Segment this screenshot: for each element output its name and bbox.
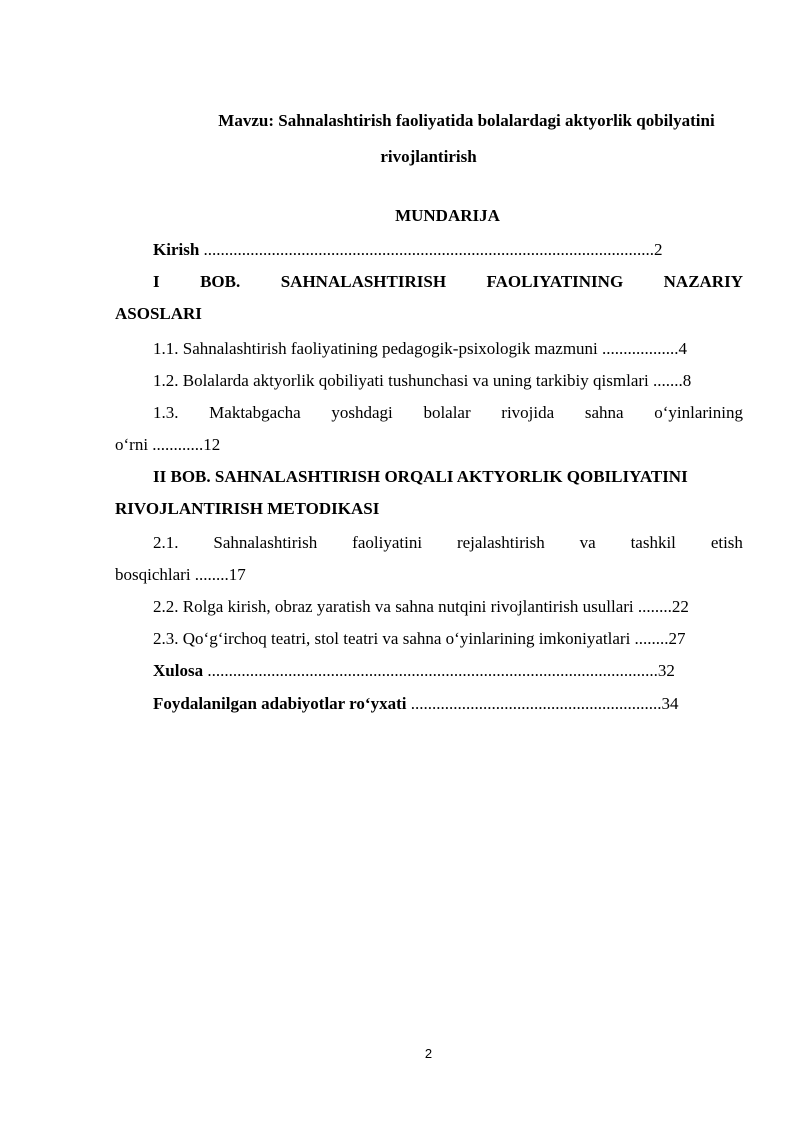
toc-entry-1-3-continued: o‘rni ............12 (115, 435, 221, 454)
page-number: 2 (424, 1046, 433, 1061)
toc-entry-1-3[interactable] (153, 397, 743, 429)
toc-entry-1-2[interactable]: 1.2. Bolalarda aktyorlik qobiliyati tushunchasi va uning tarkibiy qismlari .......8 (153, 371, 692, 390)
toc-entry-kirish[interactable] (153, 234, 743, 266)
toc-page-number: 32 (657, 661, 675, 680)
toc-page-number: 34 (661, 694, 679, 713)
toc-word: tashkil (630, 533, 676, 552)
toc-word: 2.1. (153, 533, 179, 552)
toc-word: NAZARIY (663, 272, 743, 291)
toc-chapter-2[interactable]: II BOB. SAHNALASHTIRISH ORQALI AKTYORLIK QOBILIYATINI (153, 467, 688, 486)
toc-word: va (579, 533, 596, 552)
toc-word: BOB. (200, 272, 241, 291)
toc-chapter-1[interactable] (153, 266, 743, 298)
toc-chapter-2-continued: RIVOJLANTIRISH METODIKASI (115, 499, 380, 518)
toc-entry-2-1[interactable] (153, 527, 743, 559)
toc-word: etish (710, 533, 743, 552)
toc-entry-2-3[interactable]: 2.3. Qo‘g‘irchoq teatri, stol teatri va sahna o‘yinlarining imkoniyatlari ........27 (153, 629, 686, 648)
toc-entry-1-1[interactable]: 1.1. Sahnalashtirish faoliyatining pedagogik-psixologik mazmuni ..................4 (153, 339, 688, 358)
toc-word: rejalashtirish (456, 533, 545, 552)
toc-leader-dots: .......................................................................................................... (203, 661, 658, 680)
toc-word: yoshdagi (331, 403, 393, 422)
toc-word: SAHNALASHTIRISH (280, 272, 447, 291)
toc-word: FAOLIYATINING (486, 272, 624, 291)
toc-leader-dots: ........................................................... (406, 694, 662, 713)
toc-entry-label: Kirish (153, 240, 200, 259)
toc-word: o‘yinlarining (654, 403, 743, 422)
toc-word: I (153, 272, 160, 291)
toc-word: sahna (584, 403, 624, 422)
toc-word: bolalar (423, 403, 471, 422)
toc-leader-dots: .......................................................................................................... (199, 240, 655, 259)
toc-entry-label: Foydalanilgan adabiyotlar ro‘yxati (153, 694, 407, 713)
toc-entry-label: Xulosa (153, 661, 204, 680)
toc-word: Maktabgacha (209, 403, 301, 422)
toc-word: rivojida (501, 403, 555, 422)
toc-entry-xulosa[interactable] (153, 655, 743, 687)
toc-chapter-1-continued: ASOSLARI (115, 304, 202, 323)
document-title-line-1: Mavzu: Sahnalashtirish faoliyatida bolalardagi aktyorlik qobilyatini (218, 111, 715, 130)
document-title-line-2: rivojlantirish (380, 147, 477, 166)
toc-entry-adabiyotlar[interactable] (153, 688, 743, 720)
toc-entry-2-1-continued: bosqichlari ........17 (115, 565, 246, 584)
toc-word: 1.3. (153, 403, 179, 422)
toc-entry-2-2[interactable]: 2.2. Rolga kirish, obraz yaratish va sahna nutqini rivojlantirish usullari ........22 (153, 597, 689, 616)
toc-word: faoliyatini (352, 533, 423, 552)
toc-page-number: 2 (654, 240, 663, 259)
toc-heading: MUNDARIJA (395, 206, 500, 225)
toc-word: Sahnalashtirish (213, 533, 318, 552)
